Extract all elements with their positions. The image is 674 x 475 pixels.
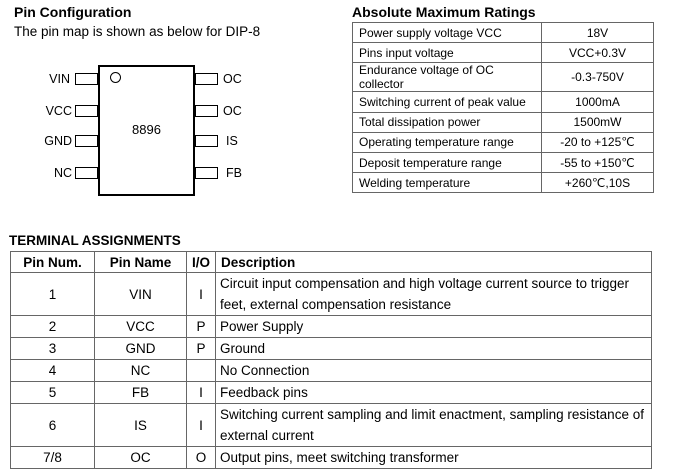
pin-label-gnd: GND <box>44 134 72 148</box>
rating-param: Welding temperature <box>353 173 542 193</box>
rating-value: -0.3-750V <box>542 63 654 92</box>
rating-param: Operating temperature range <box>353 132 542 152</box>
table-row <box>353 43 654 63</box>
table-row <box>11 447 652 469</box>
pin-lead-left-1 <box>75 73 98 85</box>
pin-name-cell: VIN <box>95 273 187 316</box>
chip-body <box>98 65 195 196</box>
table-row <box>11 316 652 338</box>
pin-num-cell: 7/8 <box>11 447 95 469</box>
pin-num-cell: 3 <box>11 338 95 360</box>
pin-label-nc: NC <box>53 166 72 180</box>
pin-name-cell: VCC <box>95 316 187 338</box>
pin-config-title: Pin Configuration <box>14 4 132 20</box>
pin-lead-left-3 <box>75 135 98 147</box>
io-cell: O <box>187 447 216 469</box>
table-row <box>353 112 654 132</box>
rating-value: +260℃,10S <box>542 173 654 193</box>
rating-value: VCC+0.3V <box>542 43 654 63</box>
table-row <box>11 273 652 316</box>
pin-label-is: IS <box>226 134 238 148</box>
pin-lead-right-7 <box>195 105 218 117</box>
pin-config-subtitle: The pin map is shown as below for DIP-8 <box>14 24 261 39</box>
io-cell <box>187 360 216 382</box>
table-row <box>11 338 652 360</box>
rating-param: Power supply voltage VCC <box>353 23 542 43</box>
rating-param: Endurance voltage of OC collector <box>353 63 542 92</box>
header-description: Description <box>216 252 652 273</box>
pin-label-oc-8: OC <box>223 72 242 86</box>
io-cell: P <box>187 338 216 360</box>
pin-num-cell: 2 <box>11 316 95 338</box>
description-cell: Feedback pins <box>216 382 652 404</box>
description-cell: Power Supply <box>216 316 652 338</box>
terminal-title: TERMINAL ASSIGNMENTS <box>9 233 181 248</box>
rating-value: 1000mA <box>542 92 654 112</box>
pin-label-vin: VIN <box>49 72 70 86</box>
pin-name-cell: IS <box>95 404 187 447</box>
pin-lead-right-5 <box>195 167 218 179</box>
rating-param: Deposit temperature range <box>353 152 542 172</box>
header-io: I/O <box>187 252 216 273</box>
io-cell: P <box>187 316 216 338</box>
pin-num-cell: 6 <box>11 404 95 447</box>
pin-num-cell: 5 <box>11 382 95 404</box>
rating-value: 18V <box>542 23 654 43</box>
table-header-row <box>11 252 652 273</box>
ratings-title: Absolute Maximum Ratings <box>352 4 536 20</box>
description-cell: Switching current sampling and limit enactment, sampling resistance of external current <box>216 404 652 447</box>
pin1-marker <box>110 72 121 83</box>
pin-label-oc-7: OC <box>223 104 242 118</box>
pin-name-cell: FB <box>95 382 187 404</box>
rating-param: Total dissipation power <box>353 112 542 132</box>
pin-name-cell: NC <box>95 360 187 382</box>
pin-label-vcc: VCC <box>45 104 72 118</box>
rating-param: Switching current of peak value <box>353 92 542 112</box>
header-pin-num: Pin Num. <box>11 252 95 273</box>
pin-num-cell: 4 <box>11 360 95 382</box>
terminal-table <box>10 251 652 469</box>
rating-value: -55 to +150℃ <box>542 152 654 172</box>
rating-param: Pins input voltage <box>353 43 542 63</box>
io-cell: I <box>187 273 216 316</box>
io-cell: I <box>187 404 216 447</box>
table-row <box>353 152 654 172</box>
rating-value: 1500mW <box>542 112 654 132</box>
description-cell: No Connection <box>216 360 652 382</box>
table-row <box>353 92 654 112</box>
table-row <box>353 173 654 193</box>
description-cell: Output pins, meet switching transformer <box>216 447 652 469</box>
pin-name-cell: GND <box>95 338 187 360</box>
pin-lead-right-6 <box>195 135 218 147</box>
table-row <box>353 23 654 43</box>
table-row <box>353 63 654 92</box>
header-pin-name: Pin Name <box>95 252 187 273</box>
description-cell: Circuit input compensation and high voltage current source to trigger feet, external compensation resistance <box>216 273 652 316</box>
table-row <box>11 382 652 404</box>
table-row <box>11 404 652 447</box>
pin-name-cell: OC <box>95 447 187 469</box>
chip-label: 8896 <box>132 122 161 137</box>
pin-num-cell: 1 <box>11 273 95 316</box>
rating-value: -20 to +125℃ <box>542 132 654 152</box>
table-row <box>353 132 654 152</box>
io-cell: I <box>187 382 216 404</box>
pin-lead-right-8 <box>195 73 218 85</box>
description-cell: Ground <box>216 338 652 360</box>
pin-label-fb: FB <box>226 166 242 180</box>
pin-lead-left-2 <box>75 105 98 117</box>
pin-lead-left-4 <box>75 167 98 179</box>
table-row <box>11 360 652 382</box>
ratings-table <box>352 22 654 193</box>
